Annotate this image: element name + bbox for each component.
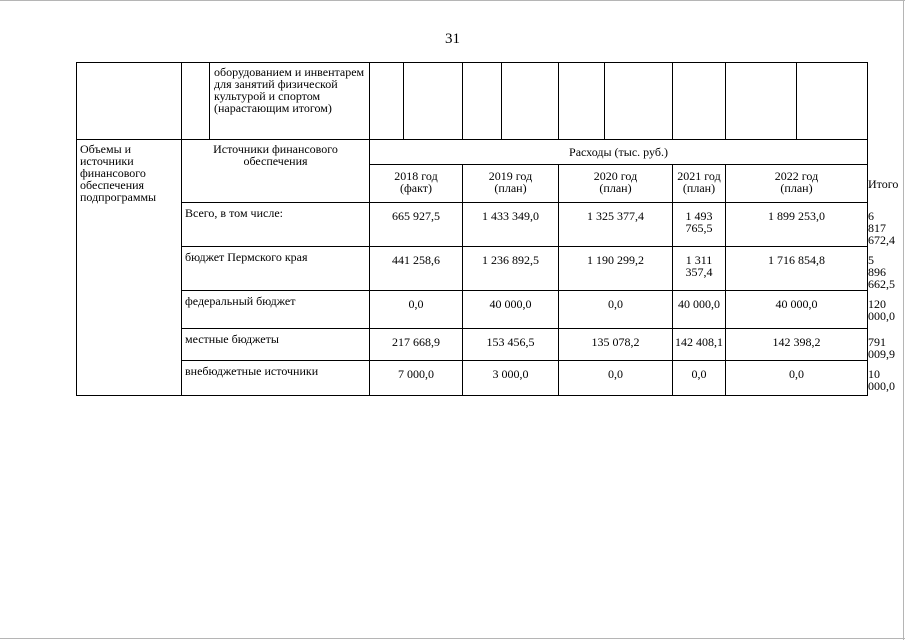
indicator-row-blank-cell <box>726 63 797 140</box>
value-cell: 7 000,0 <box>370 361 463 396</box>
indicator-row-blank-cell <box>797 63 868 140</box>
table-row: бюджет Пермского края 441 258,6 1 236 892,5 1 190 299,2 1 311 357,4 1 716 854,8 5 896 662,5 <box>77 247 868 291</box>
value-cell: 441 258,6 <box>370 247 463 291</box>
value-cell: 142 398,2 <box>726 329 868 361</box>
value-cell: 0,0 <box>726 361 868 396</box>
page-number: 31 <box>445 31 460 47</box>
value-cell: 1 325 377,4 <box>559 203 673 247</box>
value-cell: 665 927,5 <box>370 203 463 247</box>
year-kind: (план) <box>780 181 813 195</box>
value-cell: 1 190 299,2 <box>559 247 673 291</box>
years-header-row: 2018 год (факт) 2019 год (план) 2020 год (план) 2021 год (план) 2022 год (план) Итого <box>77 165 868 203</box>
year-label: 2019 год <box>488 169 533 183</box>
year-kind: (план) <box>682 181 716 195</box>
year-header-2021 <box>673 165 726 203</box>
value-cell: 153 456,5 <box>463 329 559 361</box>
year-label: 2020 год <box>593 169 638 183</box>
year-label: 2021 год <box>677 169 721 183</box>
value-cell: 1 899 253,0 <box>726 203 868 247</box>
value-cell: 0,0 <box>370 291 463 329</box>
value-cell: 0,0 <box>559 291 673 329</box>
indicator-row-blank-cell <box>370 63 404 140</box>
row-label: бюджет Пермского края <box>182 247 370 291</box>
finance-table <box>76 62 899 396</box>
value-cell: 1 236 892,5 <box>463 247 559 291</box>
value-cell: 142 408,1 <box>673 329 726 361</box>
table-row: внебюджетные источники 7 000,0 3 000,0 0,0 0,0 0,0 10 000,0 <box>77 361 868 396</box>
year-header-2019 <box>463 165 559 203</box>
value-cell: 40 000,0 <box>463 291 559 329</box>
indicator-row-blank-cell <box>77 63 182 140</box>
year-header-2020 <box>559 165 673 203</box>
row-label: внебюджетные источники <box>182 361 370 396</box>
table-row: федеральный бюджет 0,0 40 000,0 0,0 40 000,0 40 000,0 120 000,0 <box>77 291 868 329</box>
year-kind: (план) <box>494 181 527 195</box>
value-cell: 217 668,9 <box>370 329 463 361</box>
table-row: местные бюджеты 217 668,9 153 456,5 135 078,2 142 408,1 142 398,2 791 009,9 <box>77 329 868 361</box>
table-row: Всего, в том числе: 665 927,5 1 433 349,0 1 325 377,4 1 493 765,5 1 899 253,0 6 817 672,4 <box>77 203 868 247</box>
indicator-row <box>77 63 868 140</box>
indicator-row-blank-cell <box>673 63 726 140</box>
value-cell: 0,0 <box>673 361 726 396</box>
indicator-row-blank-cell <box>182 63 210 140</box>
value-cell: 1 433 349,0 <box>463 203 559 247</box>
year-kind: (факт) <box>399 181 432 195</box>
year-label: 2022 год <box>774 169 819 183</box>
year-header-2018 <box>370 165 463 203</box>
section-label: Объемы и источники финансового обеспечения подпрограммы <box>77 140 182 396</box>
row-label: местные бюджеты <box>182 329 370 361</box>
year-label: 2018 год <box>394 169 438 183</box>
indicator-row-blank-cell <box>502 63 559 140</box>
expenses-header-row <box>77 140 868 165</box>
year-header-2022 <box>726 165 868 203</box>
value-cell: 3 000,0 <box>463 361 559 396</box>
scan-edge-bottom <box>0 638 905 639</box>
value-cell: 40 000,0 <box>673 291 726 329</box>
year-kind: (план) <box>599 181 632 195</box>
indicator-row-blank-cell <box>605 63 673 140</box>
row-label: Всего, в том числе: <box>182 203 370 247</box>
value-cell: 1 311 357,4 <box>673 247 726 291</box>
indicator-text: оборудованием и инвентарем для занятий физической культурой и спортом (нарастающим итогом) <box>210 63 370 140</box>
value-cell: 1 493 765,5 <box>673 203 726 247</box>
indicator-row-blank-cell <box>463 63 502 140</box>
value-cell: 40 000,0 <box>726 291 868 329</box>
indicator-row-blank-cell <box>404 63 463 140</box>
value-cell: 1 716 854,8 <box>726 247 868 291</box>
row-label: федеральный бюджет <box>182 291 370 329</box>
value-cell: 135 078,2 <box>559 329 673 361</box>
scan-edge-right <box>903 0 904 640</box>
indicator-row-blank-cell <box>559 63 605 140</box>
expenses-header: Расходы (тыс. руб.) <box>370 140 868 165</box>
scan-edge-top <box>0 0 905 1</box>
value-cell: 0,0 <box>559 361 673 396</box>
sources-header: Источники финансового обеспечения <box>182 140 370 203</box>
